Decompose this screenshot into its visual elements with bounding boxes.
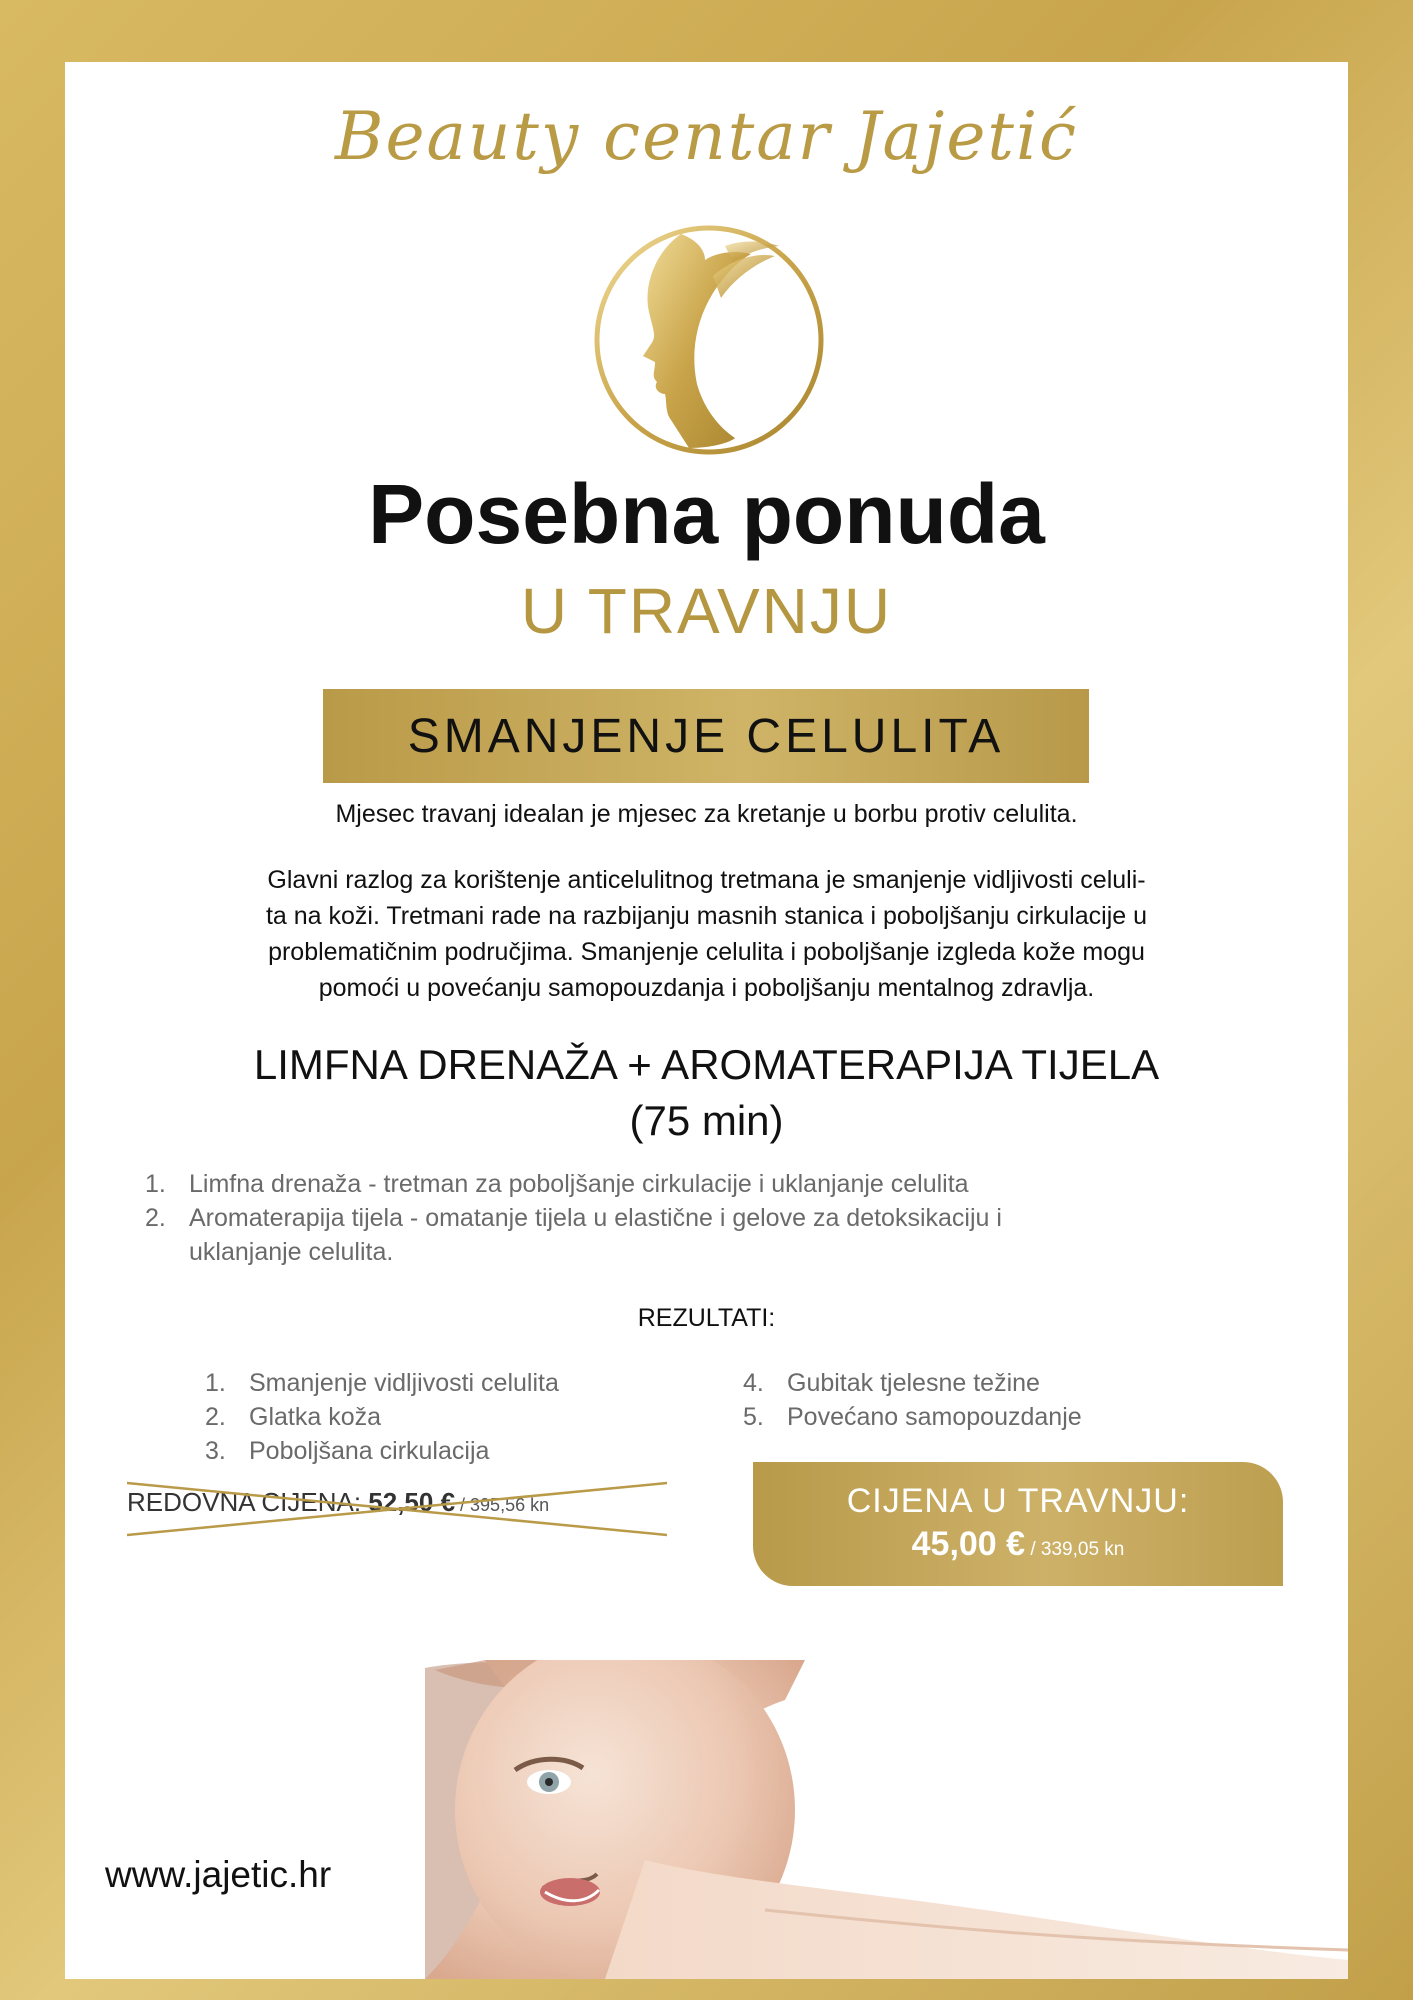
- description-line: ta na koži. Tretmani rade na razbijanju masnih stanica i poboljšanju cirkulacije u: [265, 902, 1148, 930]
- promo-price: [753, 1525, 1283, 1564]
- list-number: 3.: [205, 1437, 226, 1465]
- list-item: [205, 1366, 559, 1400]
- website-url[interactable]: www.jajetic.hr: [105, 1854, 332, 1895]
- description-paragraph: [105, 862, 1308, 1006]
- promo-price-kn: / 339,05 kn: [1025, 1539, 1125, 1560]
- regular-price-label: REDOVNA CIJENA:: [127, 1487, 369, 1517]
- list-text: Limfna drenaža - tretman za poboljšanje cirkulacije i uklanjanje celulita: [189, 1170, 969, 1198]
- list-text: Smanjenje vidljivosti celulita: [249, 1369, 559, 1397]
- list-text: Poboljšana cirkulacija: [249, 1437, 490, 1465]
- list-text-line: Aromaterapija tijela - omatanje tijela u elastične i gelove za detoksikaciju i: [189, 1204, 1002, 1232]
- treatment-duration: (75 min): [629, 1097, 784, 1144]
- treatment-title: LIMFNA DRENAŽA + AROMATERAPIJA TIJELA: [253, 1041, 1160, 1088]
- list-number: 4.: [743, 1369, 764, 1397]
- list-text: [189, 1201, 1002, 1269]
- intro-text: Mjesec travanj idealan je mjesec za kretanje u borbu protiv celulita.: [335, 800, 1078, 828]
- list-text-line: uklanjanje celulita.: [189, 1238, 394, 1266]
- regular-price-amount: 52,50 €: [368, 1487, 456, 1517]
- results-list-left: [205, 1366, 559, 1468]
- list-item: [145, 1167, 1295, 1201]
- description-line: Glavni razlog za korištenje anticelulitnog tretmana je smanjenje vidljivosti celuli-: [267, 866, 1146, 894]
- page-title: Posebna ponuda: [368, 467, 1045, 561]
- service-name: SMANJENJE CELULITA: [407, 709, 1005, 763]
- brand-name: Beauty centar Jajetić: [334, 98, 1079, 175]
- promo-price-box: [753, 1462, 1283, 1586]
- list-text: Gubitak tjelesne težine: [787, 1369, 1040, 1397]
- description-line: pomoći u povećanju samopouzdanja i poboljšanju mentalnog zdravlja.: [318, 974, 1095, 1002]
- list-text: Glatka koža: [249, 1403, 382, 1431]
- list-item: [205, 1400, 559, 1434]
- service-banner: [323, 689, 1089, 783]
- promo-price-label: CIJENA U TRAVNJU:: [846, 1482, 1190, 1520]
- list-number: 5.: [743, 1403, 764, 1431]
- list-item: [205, 1434, 559, 1468]
- list-number: 2.: [205, 1403, 226, 1431]
- list-number: 1.: [145, 1170, 166, 1198]
- list-number: 1.: [205, 1369, 226, 1397]
- results-heading: REZULTATI:: [637, 1304, 776, 1332]
- list-number: 2.: [145, 1204, 166, 1232]
- page-subtitle: U TRAVNJU: [520, 575, 893, 647]
- list-item: [145, 1201, 1295, 1269]
- treatment-steps-list: [145, 1167, 1295, 1269]
- strikethrough-cross-icon: [127, 1475, 667, 1541]
- flyer-page: [65, 62, 1348, 1979]
- list-item: [743, 1400, 1082, 1434]
- regular-price-kn: / 395,56 kn: [455, 1495, 550, 1515]
- face-profile-logo-icon: [585, 216, 833, 464]
- promo-price-amount: 45,00 €: [911, 1525, 1026, 1563]
- treatment-heading: [65, 1037, 1348, 1149]
- description-line: problematičnim područjima. Smanjenje celulita i poboljšanje izgleda kože mogu: [268, 938, 1145, 966]
- results-list-right: [743, 1366, 1082, 1434]
- model-face-photo: [425, 1660, 1348, 1979]
- list-item: [743, 1366, 1082, 1400]
- list-text: Povećano samopouzdanje: [787, 1403, 1082, 1431]
